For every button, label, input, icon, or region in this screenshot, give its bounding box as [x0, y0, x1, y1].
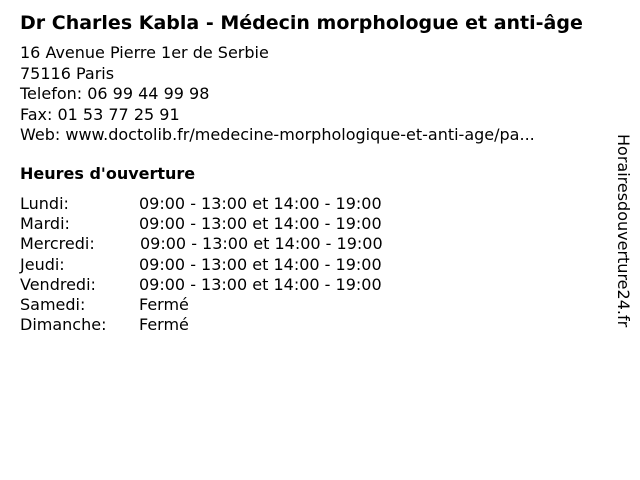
contact-info: [20, 43, 535, 146]
phone-number: Telefon: 06 99 44 99 98: [20, 84, 210, 103]
day-label: Jeudi:: [20, 254, 65, 274]
site-watermark: Horairesdouverture24.fr: [614, 134, 633, 328]
day-label: Dimanche:: [20, 315, 107, 335]
day-label: Mercredi:: [20, 234, 95, 254]
day-label: Mardi:: [20, 214, 70, 234]
day-hours: Fermé: [139, 294, 189, 314]
day-hours: 09:00 - 13:00 et 14:00 - 19:00: [139, 214, 382, 234]
address-city: 75116 Paris: [20, 63, 115, 83]
day-label: Lundi:: [20, 194, 69, 213]
hours-heading: Heures d'ouverture: [20, 164, 196, 183]
day-hours: 09:00 - 13:00 et 14:00 - 19:00: [139, 254, 382, 274]
day-hours: 09:00 - 13:00 et 14:00 - 19:00: [140, 234, 383, 254]
day-label: Samedi:: [20, 294, 86, 314]
day-label: Vendredi:: [20, 274, 96, 294]
day-hours: Fermé: [139, 315, 189, 335]
fax-number: Fax: 01 53 77 25 91: [20, 104, 180, 124]
page-title: Dr Charles Kabla - Médecin morphologue et anti-âge: [20, 12, 583, 34]
website-link[interactable]: Web: www.doctolib.fr/medecine-morphologique-et-anti-age/pa...: [20, 125, 535, 144]
day-hours: 09:00 - 13:00 et 14:00 - 19:00: [139, 194, 382, 213]
address-street: 16 Avenue Pierre 1er de Serbie: [20, 43, 269, 62]
day-hours: 09:00 - 13:00 et 14:00 - 19:00: [139, 274, 382, 294]
